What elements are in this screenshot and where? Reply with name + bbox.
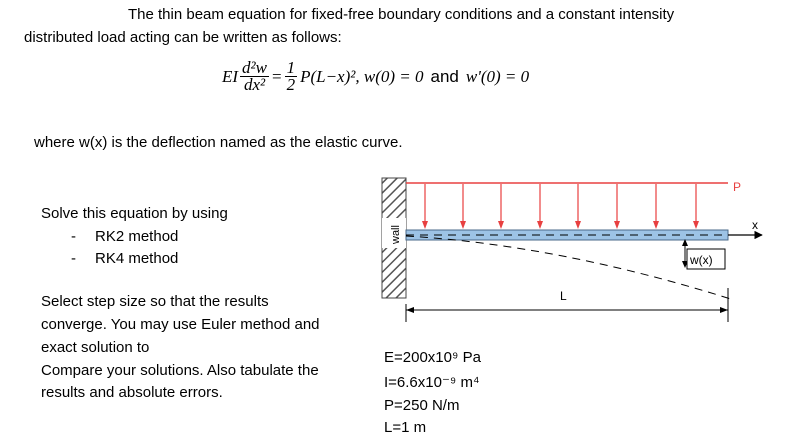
load-arrow-head	[498, 221, 504, 229]
select-line: exact solution to	[41, 339, 150, 356]
param-p: P=250 N/m	[384, 397, 460, 414]
x-axis-label: x	[752, 218, 758, 232]
load-arrow-head	[460, 221, 466, 229]
wall-label: wall	[390, 225, 402, 244]
bullet-dash: -	[71, 228, 76, 245]
method-label: RK2 method	[95, 228, 179, 245]
param-e: E=200x10⁹ Pa	[384, 349, 481, 366]
compare-line: results and absolute errors.	[41, 384, 223, 401]
eq-equals: =	[271, 66, 282, 86]
load-arrows	[422, 184, 699, 229]
eq-lhs-den: dx²	[243, 75, 266, 94]
load-arrow-head	[693, 221, 699, 229]
compare-line: Compare your solutions. Also tabulate the	[41, 362, 319, 379]
dim-arrow-right	[720, 307, 728, 313]
load-arrow-head	[575, 221, 581, 229]
load-arrow-head	[653, 221, 659, 229]
eq-rhs-num: 1	[286, 58, 296, 77]
param-l: L=1 m	[384, 419, 427, 436]
where-text: where w(x) is the deflection named as the elastic curve.	[34, 134, 403, 151]
select-line: converge. You may use Euler method and	[41, 316, 320, 333]
select-line: Select step size so that the results	[41, 293, 269, 310]
eq-bc2: w'(0) = 0	[465, 66, 530, 86]
deflection-label: w(x)	[690, 253, 713, 267]
intro-line-1: The thin beam equation for fixed-free boundary conditions and a constant intensity	[128, 6, 675, 23]
eq-and: and	[430, 66, 459, 86]
eq-lhs-num: d²w	[242, 58, 267, 77]
load-arrow-head	[422, 221, 428, 229]
method-label: RK4 method	[95, 250, 179, 267]
dim-arrow-left	[406, 307, 414, 313]
eq-rhs-rest: P(L−x)², w(0) = 0	[300, 66, 424, 86]
param-i: I=6.6x10⁻⁹ m⁴	[384, 374, 480, 391]
intro-line-2: distributed load acting can be written as follows:	[24, 29, 342, 46]
load-arrow-head	[537, 221, 543, 229]
solve-line: Solve this equation by using	[41, 205, 228, 222]
length-label: L	[560, 289, 567, 303]
eq-rhs-den: 2	[286, 75, 296, 94]
load-arrow-head	[614, 221, 620, 229]
load-label: P	[733, 180, 742, 194]
eq-lhs-coef: EI	[222, 66, 239, 86]
bullet-dash: -	[71, 250, 76, 267]
